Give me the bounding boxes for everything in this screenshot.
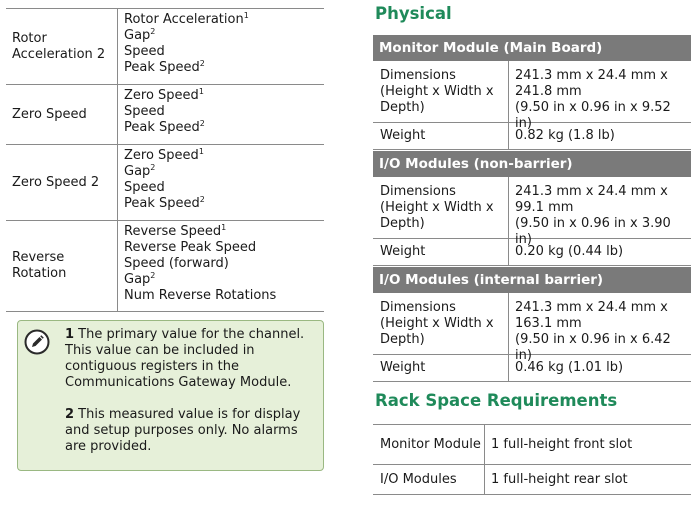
section-header: Monitor Module (Main Board): [373, 35, 691, 61]
value-item: Gap$^2$: [124, 271, 156, 287]
value-item: Peak Speed$^2$: [124, 119, 205, 135]
weight-label: Weight: [373, 123, 509, 149]
dimensions-label: Dimensions (Height x Width x Depth): [373, 61, 509, 122]
channel-values: [118, 221, 324, 311]
table-row: [6, 144, 324, 220]
section-header: I/O Modules (internal barrier): [373, 267, 691, 293]
value-item: Speed: [124, 104, 165, 119]
channel-name: Reverse Rotation: [6, 221, 118, 311]
table-row: [6, 8, 324, 84]
footnote-callout: [17, 320, 324, 471]
rack-label: Monitor Module: [373, 425, 485, 464]
value-item: Speed: [124, 180, 165, 195]
value-item: Gap$^2$: [124, 163, 156, 179]
channel-table: [6, 8, 324, 312]
dimensions-value: 241.3 mm x 24.4 mm x 99.1 mm (9.50 in x 0.96 in x 3.90 in): [515, 184, 671, 247]
table-row: [373, 177, 691, 247]
table-row: [6, 220, 324, 312]
section-header: I/O Modules (non-barrier): [373, 151, 691, 177]
value-item: Peak Speed$^2$: [124, 195, 205, 211]
pencil-icon: [24, 329, 50, 355]
rack-value: 1 full-height rear slot: [491, 471, 628, 487]
channel-name: Zero Speed 2: [6, 145, 118, 220]
value-item: Zero Speed$^1$: [124, 87, 204, 103]
footnote-2: 2 This measured value is for display and setup purposes only. No alarms are provided.: [65, 407, 301, 454]
dimensions-value: 241.3 mm x 24.4 mm x 241.8 mm (9.50 in x 0.96 in x 9.52 in): [515, 68, 671, 131]
value-item: Num Reverse Rotations: [124, 288, 277, 303]
table-row: [373, 123, 691, 150]
value-item: Reverse Peak Speed: [124, 240, 257, 255]
value-item: Rotor Acceleration$^1$: [124, 11, 249, 27]
channel-values: [118, 145, 324, 220]
value-item: Speed: [124, 44, 165, 59]
rack-label: I/O Modules: [373, 465, 485, 494]
weight-label: Weight: [373, 355, 509, 381]
physical-heading: Physical: [375, 4, 452, 23]
table-row: [373, 61, 691, 131]
table-row: [373, 425, 691, 465]
channel-name: Rotor Acceleration 2: [6, 9, 118, 84]
rack-space-heading: Rack Space Requirements: [375, 391, 618, 410]
value-item: Gap$^2$: [124, 27, 156, 43]
channel-name: Zero Speed: [6, 85, 118, 144]
value-item: Speed (forward): [124, 256, 229, 271]
weight-label: Weight: [373, 239, 509, 265]
table-row: [373, 293, 691, 363]
rack-value: 1 full-height front slot: [491, 436, 633, 452]
dimensions-value: 241.3 mm x 24.4 mm x 163.1 mm (9.50 in x 0.96 in x 6.42 in): [515, 300, 671, 363]
table-row: [373, 465, 691, 495]
dimensions-label: Dimensions (Height x Width x Depth): [373, 293, 509, 354]
channel-values: [118, 9, 324, 84]
value-item: Zero Speed$^1$: [124, 147, 204, 163]
weight-value: 0.46 kg (1.01 lb): [515, 360, 624, 375]
value-item: Reverse Speed$^1$: [124, 223, 227, 239]
table-row: [6, 84, 324, 144]
table-row: [373, 239, 691, 266]
value-item: Peak Speed$^2$: [124, 59, 205, 75]
weight-value: 0.20 kg (0.44 lb): [515, 244, 624, 259]
footnote-1: 1 The primary value for the channel. This value can be included in contiguous registers in the Communications Gateway Module.: [65, 327, 305, 390]
channel-values: [118, 85, 324, 144]
weight-value: 0.82 kg (1.8 lb): [515, 128, 615, 143]
dimensions-label: Dimensions (Height x Width x Depth): [373, 177, 509, 238]
table-row: [373, 355, 691, 382]
